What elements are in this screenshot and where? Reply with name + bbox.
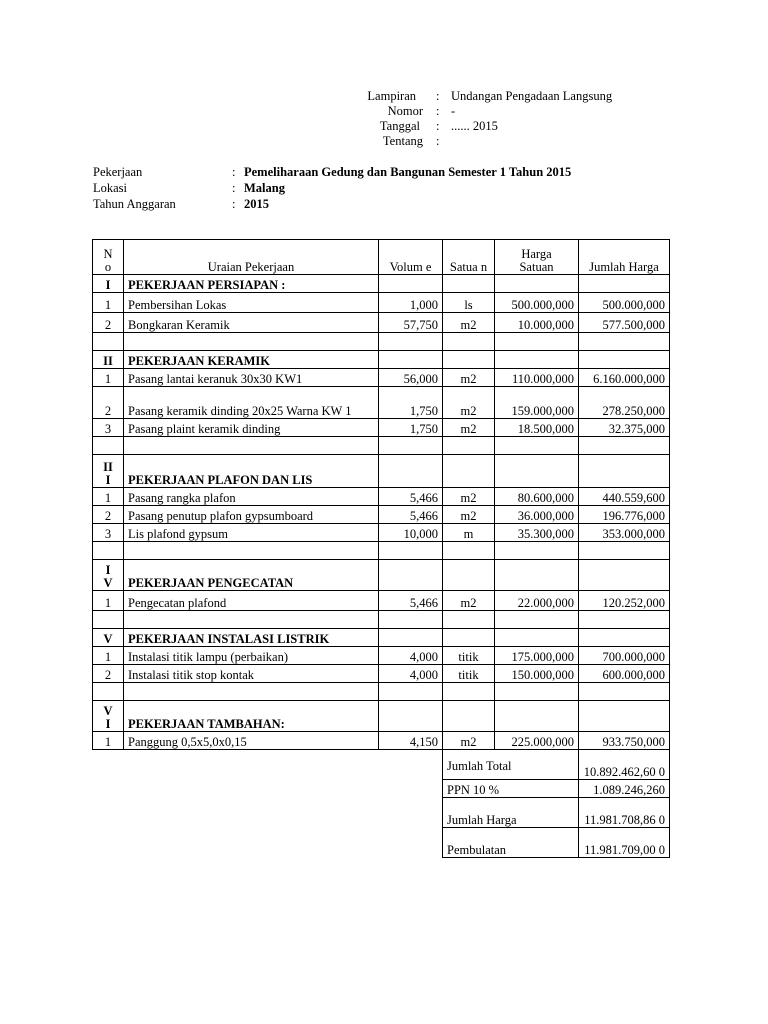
item-jumlah: 500.000,000 xyxy=(579,293,670,313)
lokasi-value: Malang xyxy=(244,181,285,195)
item-volume: 4,150 xyxy=(379,732,443,750)
lampiran-value: Undangan Pengadaan Langsung xyxy=(451,89,613,103)
item-harga: 500.000,000 xyxy=(495,293,579,313)
item-harga: 159.000,000 xyxy=(495,387,579,419)
pekerjaan-value: Pemeliharaan Gedung dan Bangunan Semester 1 Tahun 2015 xyxy=(244,165,572,179)
tanggal-value: ...... 2015 xyxy=(451,119,498,133)
item-uraian: Pengecatan plafond xyxy=(124,591,379,611)
item-satuan: m2 xyxy=(443,591,495,611)
item-harga: 10.000,000 xyxy=(495,313,579,333)
item-jumlah: 196.776,000 xyxy=(579,506,670,524)
summary-row xyxy=(93,828,670,858)
item-volume: 5,466 xyxy=(379,488,443,506)
summary-row xyxy=(93,780,670,798)
item-uraian: Pembersihan Lokas xyxy=(124,293,379,313)
summary-value-jumlah-total: 10.892.462,60 0 xyxy=(579,750,670,780)
item-satuan: m2 xyxy=(443,732,495,750)
item-jumlah: 577.500,000 xyxy=(579,313,670,333)
item-jumlah: 32.375,000 xyxy=(579,419,670,437)
spacer-row xyxy=(93,683,670,701)
pekerjaan-colon: : xyxy=(232,165,236,179)
item-jumlah: 6.160.000,000 xyxy=(579,369,670,387)
summary-row xyxy=(93,750,670,780)
lampiran-colon: : xyxy=(436,89,440,103)
item-volume: 1,750 xyxy=(379,387,443,419)
item-satuan: m2 xyxy=(443,369,495,387)
summary-value-pembulatan: 11.981.709,00 0 xyxy=(579,828,670,858)
item-uraian: Pasang rangka plafon xyxy=(124,488,379,506)
summary-row xyxy=(93,798,670,828)
item-no: 2 xyxy=(93,387,124,419)
section-title: PEKERJAAN TAMBAHAN: xyxy=(124,701,379,732)
tahun-anggaran-label: Tahun Anggaran xyxy=(93,197,176,211)
tanggal-label: Tanggal xyxy=(379,119,420,133)
section-row xyxy=(93,275,670,293)
item-volume: 4,000 xyxy=(379,647,443,665)
summary-label-ppn: PPN 10 % xyxy=(443,780,579,798)
table-row xyxy=(93,488,670,506)
lokasi-colon: : xyxy=(232,181,236,195)
item-satuan: m2 xyxy=(443,419,495,437)
table-row xyxy=(93,293,670,313)
section-row xyxy=(93,629,670,647)
section-code: II xyxy=(93,351,124,369)
table-header-row xyxy=(93,240,670,275)
item-jumlah: 440.559,600 xyxy=(579,488,670,506)
item-satuan: titik xyxy=(443,647,495,665)
table-row xyxy=(93,665,670,683)
spacer-row xyxy=(93,437,670,455)
item-harga: 225.000,000 xyxy=(495,732,579,750)
item-satuan: titik xyxy=(443,665,495,683)
item-uraian: Pasang penutup plafon gypsumboard xyxy=(124,506,379,524)
item-no: 1 xyxy=(93,293,124,313)
col-header-no: N o xyxy=(93,240,124,275)
table-row xyxy=(93,506,670,524)
nomor-label: Nomor xyxy=(387,104,423,118)
section-title: PEKERJAAN PENGECATAN xyxy=(124,560,379,591)
item-volume: 56,000 xyxy=(379,369,443,387)
item-no: 3 xyxy=(93,524,124,542)
item-no: 2 xyxy=(93,665,124,683)
item-satuan: m2 xyxy=(443,387,495,419)
item-uraian: Pasang keramik dinding 20x25 Warna KW 1 xyxy=(124,387,379,419)
item-no: 1 xyxy=(93,369,124,387)
section-code: I V xyxy=(93,560,124,591)
tentang-colon: : xyxy=(436,134,440,148)
section-row xyxy=(93,351,670,369)
item-no: 2 xyxy=(93,313,124,333)
table-row xyxy=(93,647,670,665)
item-satuan: m2 xyxy=(443,313,495,333)
item-jumlah: 600.000,000 xyxy=(579,665,670,683)
col-header-uraian: Uraian Pekerjaan xyxy=(124,240,379,275)
rab-table xyxy=(92,239,670,858)
table-row xyxy=(93,387,670,419)
item-uraian: Instalasi titik stop kontak xyxy=(124,665,379,683)
item-no: 1 xyxy=(93,591,124,611)
item-harga: 22.000,000 xyxy=(495,591,579,611)
section-code: V xyxy=(93,629,124,647)
summary-label-pembulatan: Pembulatan xyxy=(443,828,579,858)
item-uraian: Panggung 0,5x5,0x0,15 xyxy=(124,732,379,750)
item-harga: 175.000,000 xyxy=(495,647,579,665)
item-no: 1 xyxy=(93,647,124,665)
table-row xyxy=(93,591,670,611)
item-satuan: m2 xyxy=(443,506,495,524)
summary-label-jumlah-total: Jumlah Total xyxy=(443,750,579,780)
item-no: 1 xyxy=(93,732,124,750)
item-volume: 1,750 xyxy=(379,419,443,437)
item-jumlah: 353.000,000 xyxy=(579,524,670,542)
summary-label-jumlah-harga: Jumlah Harga xyxy=(443,798,579,828)
item-uraian: Instalasi titik lampu (perbaikan) xyxy=(124,647,379,665)
summary-value-jumlah-harga: 11.981.708,86 0 xyxy=(579,798,670,828)
section-code: II I xyxy=(93,455,124,488)
col-header-volume: Volum e xyxy=(379,240,443,275)
item-no: 1 xyxy=(93,488,124,506)
item-volume: 10,000 xyxy=(379,524,443,542)
nomor-value: - xyxy=(451,104,456,118)
item-no: 3 xyxy=(93,419,124,437)
col-header-satuan: Satua n xyxy=(443,240,495,275)
tahun-anggaran-value: 2015 xyxy=(244,197,269,211)
section-title: PEKERJAAN INSTALASI LISTRIK xyxy=(124,629,379,647)
table-row xyxy=(93,369,670,387)
item-satuan: m2 xyxy=(443,488,495,506)
item-jumlah: 700.000,000 xyxy=(579,647,670,665)
section-row xyxy=(93,455,670,488)
item-harga: 36.000,000 xyxy=(495,506,579,524)
tanggal-colon: : xyxy=(436,119,440,133)
item-harga: 18.500,000 xyxy=(495,419,579,437)
section-title: PEKERJAAN KERAMIK xyxy=(124,351,379,369)
item-jumlah: 278.250,000 xyxy=(579,387,670,419)
tentang-label: Tentang xyxy=(382,134,423,148)
item-volume: 5,466 xyxy=(379,506,443,524)
item-uraian: Pasang plaint keramik dinding xyxy=(124,419,379,437)
table-row xyxy=(93,524,670,542)
item-harga: 80.600,000 xyxy=(495,488,579,506)
item-volume: 57,750 xyxy=(379,313,443,333)
section-code: V I xyxy=(93,701,124,732)
section-title: PEKERJAAN PERSIAPAN : xyxy=(124,275,379,293)
col-header-harga-satuan: Harga Satuan xyxy=(495,240,579,275)
tahun-anggaran-colon: : xyxy=(232,197,236,211)
col-header-jumlah-harga: Jumlah Harga xyxy=(579,240,670,275)
item-volume: 5,466 xyxy=(379,591,443,611)
table-row xyxy=(93,732,670,750)
table-row xyxy=(93,419,670,437)
spacer-row xyxy=(93,542,670,560)
section-code: I xyxy=(93,275,124,293)
spacer-row xyxy=(93,333,670,351)
item-satuan: ls xyxy=(443,293,495,313)
section-row xyxy=(93,701,670,732)
pekerjaan-label: Pekerjaan xyxy=(93,165,143,179)
lokasi-label: Lokasi xyxy=(93,181,128,195)
section-title: PEKERJAAN PLAFON DAN LIS xyxy=(124,455,379,488)
item-satuan: m xyxy=(443,524,495,542)
item-no: 2 xyxy=(93,506,124,524)
item-uraian: Lis plafond gypsum xyxy=(124,524,379,542)
section-row xyxy=(93,560,670,591)
item-uraian: Bongkaran Keramik xyxy=(124,313,379,333)
spacer-row xyxy=(93,611,670,629)
item-jumlah: 120.252,000 xyxy=(579,591,670,611)
nomor-colon: : xyxy=(436,104,440,118)
summary-value-ppn: 1.089.246,260 xyxy=(579,780,670,798)
item-harga: 35.300,000 xyxy=(495,524,579,542)
lampiran-label: Lampiran xyxy=(367,89,416,103)
item-uraian: Pasang lantai keranuk 30x30 KW1 xyxy=(124,369,379,387)
item-volume: 1,000 xyxy=(379,293,443,313)
item-jumlah: 933.750,000 xyxy=(579,732,670,750)
item-volume: 4,000 xyxy=(379,665,443,683)
table-row xyxy=(93,313,670,333)
item-harga: 110.000,000 xyxy=(495,369,579,387)
item-harga: 150.000,000 xyxy=(495,665,579,683)
